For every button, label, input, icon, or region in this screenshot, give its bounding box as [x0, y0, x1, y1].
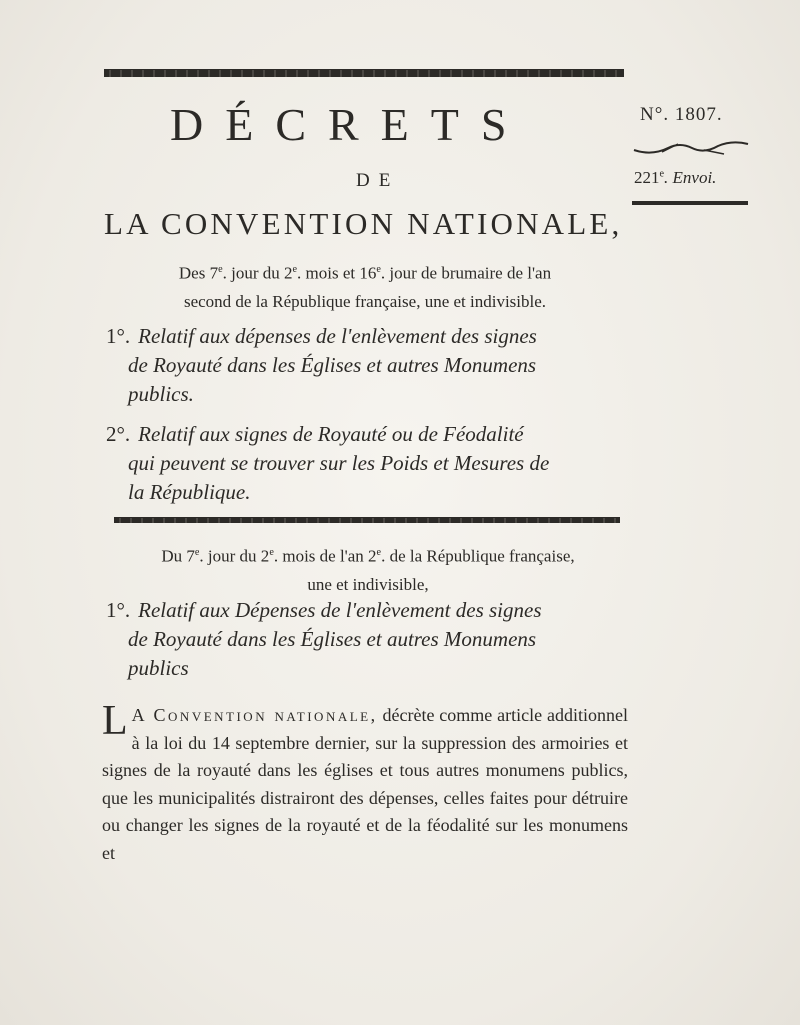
title-connector: DE [356, 170, 400, 191]
article-number: 1°. [106, 324, 131, 348]
date-part: Des 7 [178, 263, 219, 283]
date-line-2: une et indivisible, [307, 574, 429, 594]
date-part: . mois et 16 [297, 263, 377, 283]
ordinal-suffix: e [269, 547, 274, 558]
envoi-number [634, 168, 716, 188]
date-heading [100, 256, 630, 316]
envoi-count: 221 [634, 168, 660, 187]
ordinal-suffix: e [194, 547, 200, 558]
envoi-ordinal-suffix: e [659, 168, 665, 180]
intro-small-caps: A Convention nationale, [131, 705, 378, 725]
article-number: 1°. [106, 598, 131, 622]
article-line: publics [128, 656, 189, 680]
flourish-ornament [632, 138, 750, 160]
assembly-name: LA CONVENTION NATIONALE, [104, 206, 623, 241]
decree-body [102, 698, 628, 867]
article-line: la République. [128, 480, 251, 504]
date-part: . jour du 2 [222, 263, 293, 283]
article-line: de Royauté dans les Églises et autres Monumens [128, 353, 537, 377]
date-part: . jour du 2 [199, 546, 270, 566]
section-date-heading [100, 539, 636, 599]
article-line: qui peuvent se trouver sur les Poids et Mesures de [128, 451, 550, 475]
article-line: publics. [128, 382, 194, 406]
date-part: . jour de brumaire de l'an [380, 263, 552, 283]
middle-decorative-rule [114, 517, 620, 523]
body-paragraph: décrète comme article additionnel à la loi du 14 septembre dernier, sur la suppression des armoiries et signes de la royauté dans les églises et tous autres monumens publics, que les municipalités distrairont des dépenses, celles faites pour détruire ou changer les signes de la royauté et de la féodalité sur les monumens et [102, 705, 628, 863]
article-line: Relatif aux dépenses de l'enlèvement des signes [138, 324, 537, 348]
date-part: . de la République française, [381, 546, 575, 566]
article-number: 2°. [106, 422, 131, 446]
decree-number: N°. 1807. [640, 104, 723, 125]
ordinal-suffix: e [292, 264, 298, 275]
section-article-1 [106, 596, 636, 683]
drop-cap: L [102, 698, 128, 744]
article-1 [106, 322, 636, 409]
article-line: Relatif aux Dépenses de l'enlèvement des signes [138, 598, 542, 622]
date-part: Du 7 [161, 546, 195, 566]
article-2 [106, 420, 636, 507]
envoi-label: . Envoi. [664, 168, 717, 187]
ordinal-suffix: e [376, 264, 381, 275]
ordinal-suffix: e [218, 264, 223, 275]
top-decorative-rule [104, 69, 624, 77]
article-line: Relatif aux signes de Royauté ou de Féodalité [138, 422, 524, 446]
side-rule [632, 201, 748, 205]
date-line-2: second de la République française, une et indivisible. [183, 291, 547, 311]
document-title: DÉCRETS [170, 99, 529, 150]
date-part: . mois de l'an 2 [273, 546, 377, 566]
article-line: de Royauté dans les Églises et autres Monumens [128, 627, 537, 651]
ordinal-suffix: e [376, 547, 382, 558]
